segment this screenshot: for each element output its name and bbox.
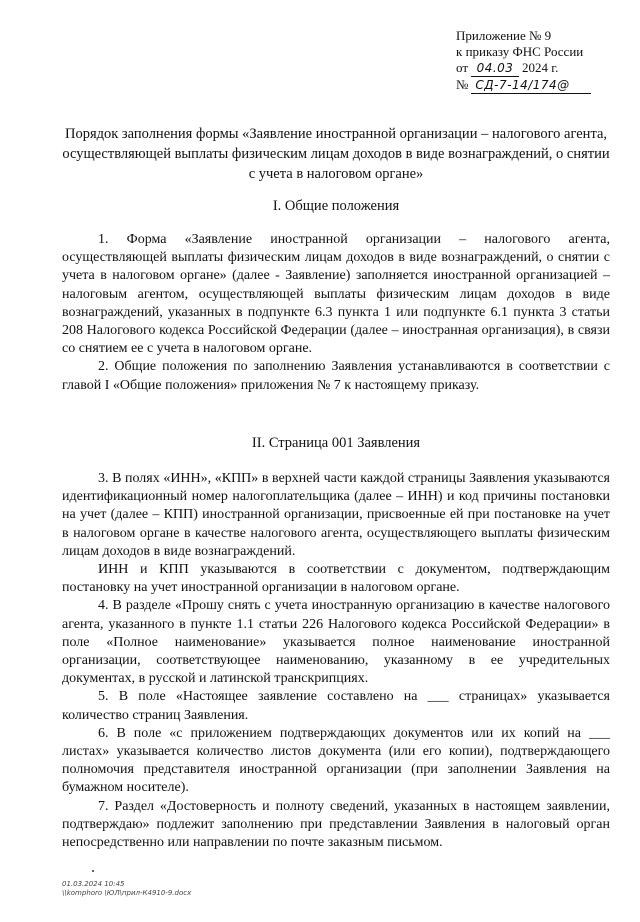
- paragraph: 4. В разделе «Прошу снять с учета иностранную организацию в качестве налогового агента, указанного в пункте 1.1 статьи 226 Налогового кодекса Российской Федерации» в поле «Полное наименование» указывается полное наименование иностранной организации, соответствующее наименованию, указанному в ее учредительных документах, в русской и латинской транскрипциях.: [62, 598, 610, 687]
- file-footer: [62, 880, 191, 898]
- paragraph: 1. Форма «Заявление иностранной организации – налогового агента, осуществляющей выплаты физическим лицам доходов в виде вознаграждений, о снятии с учета в налоговом органе» (далее - Заявление) заполняется иностранной организацией – налоговым агентом, осуществляющей выплаты физическим лицам доходов в виде вознаграждений, указанных в подпункте 6.3 пункта 1 или подпункте 6.1 пункта 3 статьи 208 Налогового кодекса Российской Федерации (далее – иностранная организация), в связи со снятием ее с учета в налоговом органе.: [62, 232, 610, 357]
- footer-filepath: \\komphoro \ЮЛ\прил-К4910-9.docx: [62, 889, 192, 897]
- number-prefix: №: [456, 77, 469, 92]
- paragraph: 3. В полях «ИНН», «КПП» в верхней части каждой страницы Заявления указываются идентификационный номер налогоплательщика (далее – ИНН) и код причины постановки на учет (далее – КПП) иностранной организации, присвоенные ей при постановке на учет в налоговом органе в качестве налогового агента, осуществляющего выплаты физическим лицам доходов в виде вознаграждений.: [62, 471, 610, 559]
- footer-timestamp: 01.03.2024 10:45: [62, 880, 125, 888]
- paragraph: ИНН и КПП указываются в соответствии с документом, подтверждающим постановку на учет иностранной организации в налоговом органе.: [62, 562, 610, 596]
- scan-dot: [92, 870, 94, 872]
- handwritten-number: СД-7-14/174@: [471, 77, 591, 94]
- document-title: Порядок заполнения формы «Заявление иностранной организации – налогового агента, осуществляющей выплаты физическим лицам доходов в виде вознаграждений, о снятии с учета в налоговом органе»: [62, 126, 610, 182]
- section-heading-page001: II. Страница 001 Заявления: [251, 435, 421, 451]
- paragraph: 6. В поле «с приложением подтверждающих документов или их копий на ___ листах» указывается количество листов документа (или его копии), подтверждающего полномочия представителя иностранной организации (при заполнении Заявления на бумажном носителе).: [62, 725, 610, 796]
- appendix-label: Приложение № 9: [456, 28, 552, 43]
- paragraph: 5. В поле «Настоящее заявление составлено на ___ страницах» указывается количество страниц Заявления.: [62, 689, 610, 723]
- appendix-header: [456, 28, 631, 94]
- order-reference: к приказу ФНС России: [456, 44, 584, 59]
- order-number: [456, 77, 631, 94]
- handwritten-date: 04.03: [471, 60, 519, 77]
- paragraph: 7. Раздел «Достоверность и полноту сведений, указанных в настоящем заявлении, подтверждаю» подлежит заполнению при представлении Заявления в налоговый орган непосредственно или направлении по почте заказным письмом.: [62, 798, 610, 851]
- section-general-body: [62, 231, 610, 395]
- date-year: 2024 г.: [522, 60, 559, 75]
- section-page001-body: [62, 470, 610, 852]
- date-prefix: от: [456, 60, 469, 75]
- order-date: [456, 60, 631, 77]
- section-heading-general: I. Общие положения: [272, 198, 400, 214]
- paragraph: 2. Общие положения по заполнению Заявления устанавливаются в соответствии с главой I «Общие положения» приложения № 7 к настоящему приказу.: [62, 359, 610, 393]
